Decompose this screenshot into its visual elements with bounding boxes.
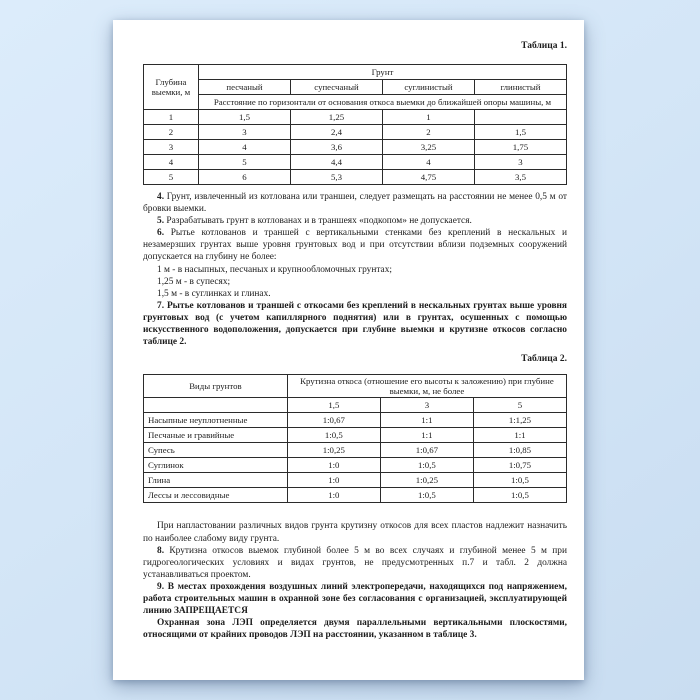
table2-data-row bbox=[144, 473, 567, 488]
paragraph: Охранная зона ЛЭП определяется двумя параллельными вертикальными плоскостями, относящими от крайних проводов ЛЭП на расстоянии, указанном в таблице 3. bbox=[143, 618, 567, 641]
table1-value-cell: 6 bbox=[198, 170, 290, 185]
table1-column-header: песчаный bbox=[198, 80, 290, 95]
paragraph: 6. Рытье котлованов и траншей с вертикальными стенками без креплений в нескальных и незамерзших грунтах выше уровня грунтовых вод и при отсутствии вблизи подземных сооружений допускается на глубину не более: bbox=[143, 228, 568, 263]
table2-value-cell: 1:1 bbox=[380, 413, 473, 428]
table1-value-cell: 3,5 bbox=[474, 170, 566, 185]
table2-header-row bbox=[144, 375, 567, 398]
table1-column-header: супесчаный bbox=[290, 80, 382, 95]
table2-group-header: Крутизна откоса (отношение его высоты к заложению) при глубине выемки, м, не более bbox=[287, 375, 566, 398]
table2-data-row bbox=[144, 488, 567, 503]
table1-value-cell: 1 bbox=[144, 110, 199, 125]
table1-value-cell: 4,75 bbox=[382, 170, 474, 185]
table2-column-header: 1,5 bbox=[287, 398, 380, 413]
table2-row-header: Глина bbox=[144, 473, 288, 488]
paragraph-number: 4. bbox=[157, 192, 167, 202]
table2-column-header: 5 bbox=[473, 398, 566, 413]
table1-value-cell: 3 bbox=[144, 140, 199, 155]
paragraph: 1 м - в насыпных, песчаных и крупнообломочных грунтах; bbox=[157, 264, 393, 275]
table1-caption: Таблица 1. bbox=[521, 41, 567, 51]
paragraph-number: 6. bbox=[157, 228, 171, 239]
table1-value-cell: 4 bbox=[198, 140, 290, 155]
table1-value-cell: 4 bbox=[144, 155, 199, 170]
table1-header-row bbox=[144, 65, 567, 80]
table2-column-header: 3 bbox=[380, 398, 473, 413]
table1-data-row bbox=[144, 125, 567, 140]
paragraph-number: 7. bbox=[157, 300, 167, 311]
table1-value-cell: 5,3 bbox=[290, 170, 382, 185]
table1-corner-header: Глубина выемки, м bbox=[144, 65, 199, 110]
paragraph: 1,5 м - в суглинках и глинах. bbox=[157, 288, 271, 299]
table1-value-cell bbox=[474, 110, 566, 125]
table1-value-cell: 1,75 bbox=[474, 140, 566, 155]
paragraph: 8. Крутизна откосов выемок глубиной более 5 м во всех случаях и глубиной менее 5 м при гидрогеологических условиях и видах грунтов, не предусмотренных п.7 и табл. 2 должна устанавливаться проектом. bbox=[143, 545, 567, 580]
table1-group-header: Грунт bbox=[198, 65, 566, 80]
table1-value-cell: 2,4 bbox=[290, 125, 382, 140]
table2-value-cell: 1:0,5 bbox=[287, 428, 380, 443]
table2-value-cell: 1:0 bbox=[287, 473, 380, 488]
paragraph: 1,25 м - в супесях; bbox=[157, 276, 231, 287]
table1-column-header: глинистый bbox=[474, 80, 566, 95]
table2-value-cell: 1:0,25 bbox=[380, 473, 473, 488]
table2-data-row bbox=[144, 428, 567, 443]
table1-value-cell: 5 bbox=[198, 155, 290, 170]
paragraph-block-2 bbox=[143, 520, 567, 641]
table2-value-cell: 1:0,5 bbox=[473, 488, 566, 503]
paragraph: 7. Рытье котлованов и траншей с откосами без креплений в нескальных грунтах выше уровня грунтовых вод (с учетом капиллярного поднятия) или в грунтах, осушенных с помощью искусственного водоположения, допускается при глубине выемки и крутизне откосов согласно таблице 2. bbox=[143, 300, 568, 348]
table2-columns-row bbox=[144, 398, 567, 413]
table1-columns-row bbox=[144, 80, 567, 95]
table1-column-header: суглинистый bbox=[382, 80, 474, 95]
table2-empty-cell bbox=[144, 398, 288, 413]
paragraph-number: 8. bbox=[157, 545, 170, 556]
table2-row-header: Супесь bbox=[144, 443, 288, 458]
table1-value-cell: 3,25 bbox=[382, 140, 474, 155]
table2 bbox=[143, 374, 567, 503]
table1-value-cell: 4,4 bbox=[290, 155, 382, 170]
table1-data-row bbox=[144, 155, 567, 170]
paragraph: 9. В местах прохождения воздушных линий электропередачи, находящихся под напряжением, работа строительных машин в охранной зоне без согласования с организацией, эксплуатирующей линию ЗАПРЕЩАЕТСЯ bbox=[143, 581, 567, 617]
table1-value-cell: 1,5 bbox=[474, 125, 566, 140]
document-page bbox=[113, 20, 584, 680]
table2-value-cell: 1:0 bbox=[287, 488, 380, 503]
table2-value-cell: 1:0 bbox=[287, 458, 380, 473]
table1-subheader-row bbox=[144, 95, 567, 110]
table2-row-header: Насыпные неуплотненные bbox=[144, 413, 288, 428]
table2-data-row bbox=[144, 443, 567, 458]
table2-value-cell: 1:0,5 bbox=[473, 473, 566, 488]
table1-data-row bbox=[144, 110, 567, 125]
table1-value-cell: 3 bbox=[474, 155, 566, 170]
table1-value-cell: 3 bbox=[198, 125, 290, 140]
table2-value-cell: 1:0,85 bbox=[473, 443, 566, 458]
table2-corner-header: Виды грунтов bbox=[144, 375, 288, 398]
table1-data-row bbox=[144, 170, 567, 185]
table2-value-cell: 1:1 bbox=[380, 428, 473, 443]
table1-value-cell: 1 bbox=[382, 110, 474, 125]
table2-data-row bbox=[144, 413, 567, 428]
table1-value-cell: 5 bbox=[144, 170, 199, 185]
table1-value-cell: 4 bbox=[382, 155, 474, 170]
table1-value-cell: 1,25 bbox=[290, 110, 382, 125]
table1-value-cell: 1,5 bbox=[198, 110, 290, 125]
table1-value-cell: 3,6 bbox=[290, 140, 382, 155]
table2-value-cell: 1:0,67 bbox=[287, 413, 380, 428]
table1-subheader: Расстояние по горизонтали от основания откоса выемки до ближайшей опоры машины, м bbox=[198, 95, 566, 110]
table2-value-cell: 1:0,25 bbox=[287, 443, 380, 458]
table2-value-cell: 1:0,5 bbox=[380, 488, 473, 503]
table2-value-cell: 1:1 bbox=[473, 428, 566, 443]
table2-data-row bbox=[144, 458, 567, 473]
table1-value-cell: 2 bbox=[144, 125, 199, 140]
paragraph: 4. Грунт, извлеченный из котлована или траншеи, следует размещать на расстоянии не менее 0,5 м от бровки выемки. bbox=[143, 192, 568, 215]
table1 bbox=[143, 64, 567, 185]
paragraph-number: 5. bbox=[157, 216, 167, 227]
table2-value-cell: 1:1,25 bbox=[473, 413, 566, 428]
table1-value-cell: 2 bbox=[382, 125, 474, 140]
paragraph-number: 9. bbox=[157, 581, 168, 592]
paragraph-block-1 bbox=[143, 191, 567, 348]
paragraph: При напластовании различных видов грунта крутизну откосов для всех пластов надлежит назначить по наиболее слабому виду грунта. bbox=[143, 521, 567, 544]
paragraph: 5. Разрабатывать грунт в котлованах и в траншеях «подкопом» не допускается. bbox=[157, 216, 472, 227]
table2-value-cell: 1:0,67 bbox=[380, 443, 473, 458]
table2-row-header: Песчаные и гравийные bbox=[144, 428, 288, 443]
table2-row-header: Суглинок bbox=[144, 458, 288, 473]
table1-data-row bbox=[144, 140, 567, 155]
table2-value-cell: 1:0,5 bbox=[380, 458, 473, 473]
table2-caption: Таблица 2. bbox=[521, 354, 567, 365]
table2-row-header: Лессы и лессовидные bbox=[144, 488, 288, 503]
table2-value-cell: 1:0,75 bbox=[473, 458, 566, 473]
